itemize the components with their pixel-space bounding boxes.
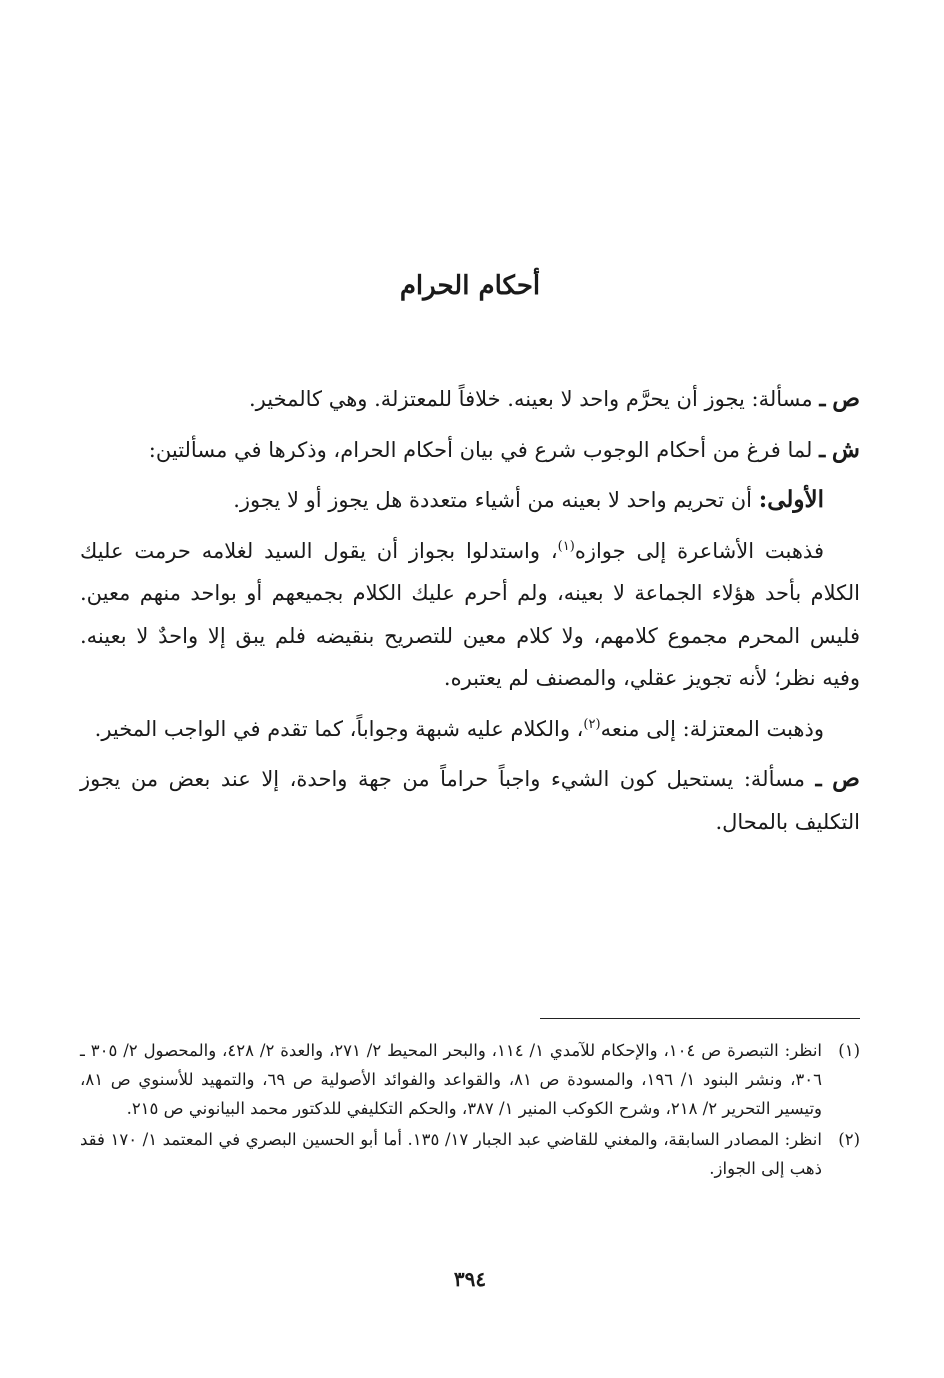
footnote-text: انظر: المصادر السابقة، والمغني للقاضي عبد الجبار ١٧/ ١٣٥. أما أبو الحسين البصري في المعتمد ١/ ١٧٠ فقد ذهب إلى الجواز. bbox=[80, 1130, 822, 1178]
marker-dash: ـ bbox=[819, 436, 826, 462]
footnote-number: (١) bbox=[838, 1041, 860, 1060]
footnote-separator bbox=[540, 1018, 860, 1019]
footnote-ref-2[interactable]: (٢) bbox=[583, 716, 601, 732]
book-page bbox=[80, 0, 860, 1378]
paragraph-body-cont: ، واستدلوا بجواز أن يقول السيد لغلامه حرمت عليك الكلام بأحد هؤلاء الجماعة لا بعينه، ولم أحرم عليك الكلام بجميعهم أو بواحد منهم معين. فليس المحرم مجموع كلامهم، ولا كلام معين للتصريح بنقيضه فلم يبق إلا واحدٌ لا بعينه. وفيه نظر؛ لأنه تجويز عقلي، والمصنف لم يعتبره. bbox=[80, 538, 860, 690]
text-marker: ص bbox=[832, 765, 860, 792]
text-marker: ص bbox=[832, 385, 860, 412]
issue-heading: الأولى: bbox=[758, 486, 824, 513]
paragraph-mutazilite-view bbox=[80, 708, 860, 751]
paragraph-body: أن تحريم واحد لا بعينه من أشياء متعددة هل يجوز أو لا يجوز. bbox=[233, 488, 753, 512]
paragraph-asharite-view bbox=[80, 530, 860, 700]
main-text bbox=[80, 378, 860, 851]
paragraph-body: مسألة: يستحيل كون الشيء واجباً حراماً من جهة واحدة، إلا عند بعض من يجوز التكليف بالمحال. bbox=[80, 767, 860, 834]
footnote-text: انظر: التبصرة ص ١٠٤، والإحكام للآمدي ١/ ١١٤، والبحر المحيط ٢/ ٢٧١، والعدة ٢/ ٤٢٨، والمحصول ٢/ ٣٠٥ ـ ٣٠٦، ونشر البنود ١/ ١٩٦، والمسودة ص ٨١، والقواعد والفوائد الأصولية ص ٦٩، والتمهيد للأسنوي ص ٨١، وتيسير التحرير ٢/ ٢١٨، وشرح الكوكب المنير ١/ ٣٨٧، والحكم التكليفي للدكتور محمد البيانوني ص ٢١٥. bbox=[80, 1041, 823, 1118]
marker-dash: ـ bbox=[819, 386, 826, 411]
marker-dash: ـ bbox=[815, 766, 822, 791]
paragraph-body: وذهبت المعتزلة: إلى منعه bbox=[600, 716, 824, 741]
page-number: ٣٩٤ bbox=[453, 1267, 487, 1291]
footnote-ref-1[interactable]: (١) bbox=[557, 538, 575, 554]
footnote-number: (٢) bbox=[838, 1130, 860, 1149]
footnote-2 bbox=[80, 1125, 860, 1183]
section-title: أحكام الحرام bbox=[399, 271, 541, 301]
footnote-1 bbox=[80, 1036, 860, 1123]
paragraph-body: فذهبت الأشاعرة إلى جوازه bbox=[574, 538, 824, 563]
paragraph-body: لما فرغ من أحكام الوجوب شرع في بيان أحكام الحرام، وذكرها في مسألتين: bbox=[148, 437, 813, 462]
paragraph-body-cont: ، والكلام عليه شبهة وجواباً، كما تقدم في الواجب المخير. bbox=[94, 716, 584, 741]
paragraph-text-statement-2 bbox=[80, 758, 860, 843]
paragraph-text-statement-1 bbox=[80, 378, 860, 421]
commentary-marker: ش bbox=[831, 435, 860, 463]
paragraph-commentary-1 bbox=[80, 429, 860, 472]
paragraph-body: مسألة: يجوز أن يحرَّم واحد لا بعينه. خلافاً للمعتزلة. وهي كالمخير. bbox=[248, 387, 813, 411]
paragraph-first-issue bbox=[80, 479, 860, 522]
footnotes bbox=[80, 1036, 860, 1185]
